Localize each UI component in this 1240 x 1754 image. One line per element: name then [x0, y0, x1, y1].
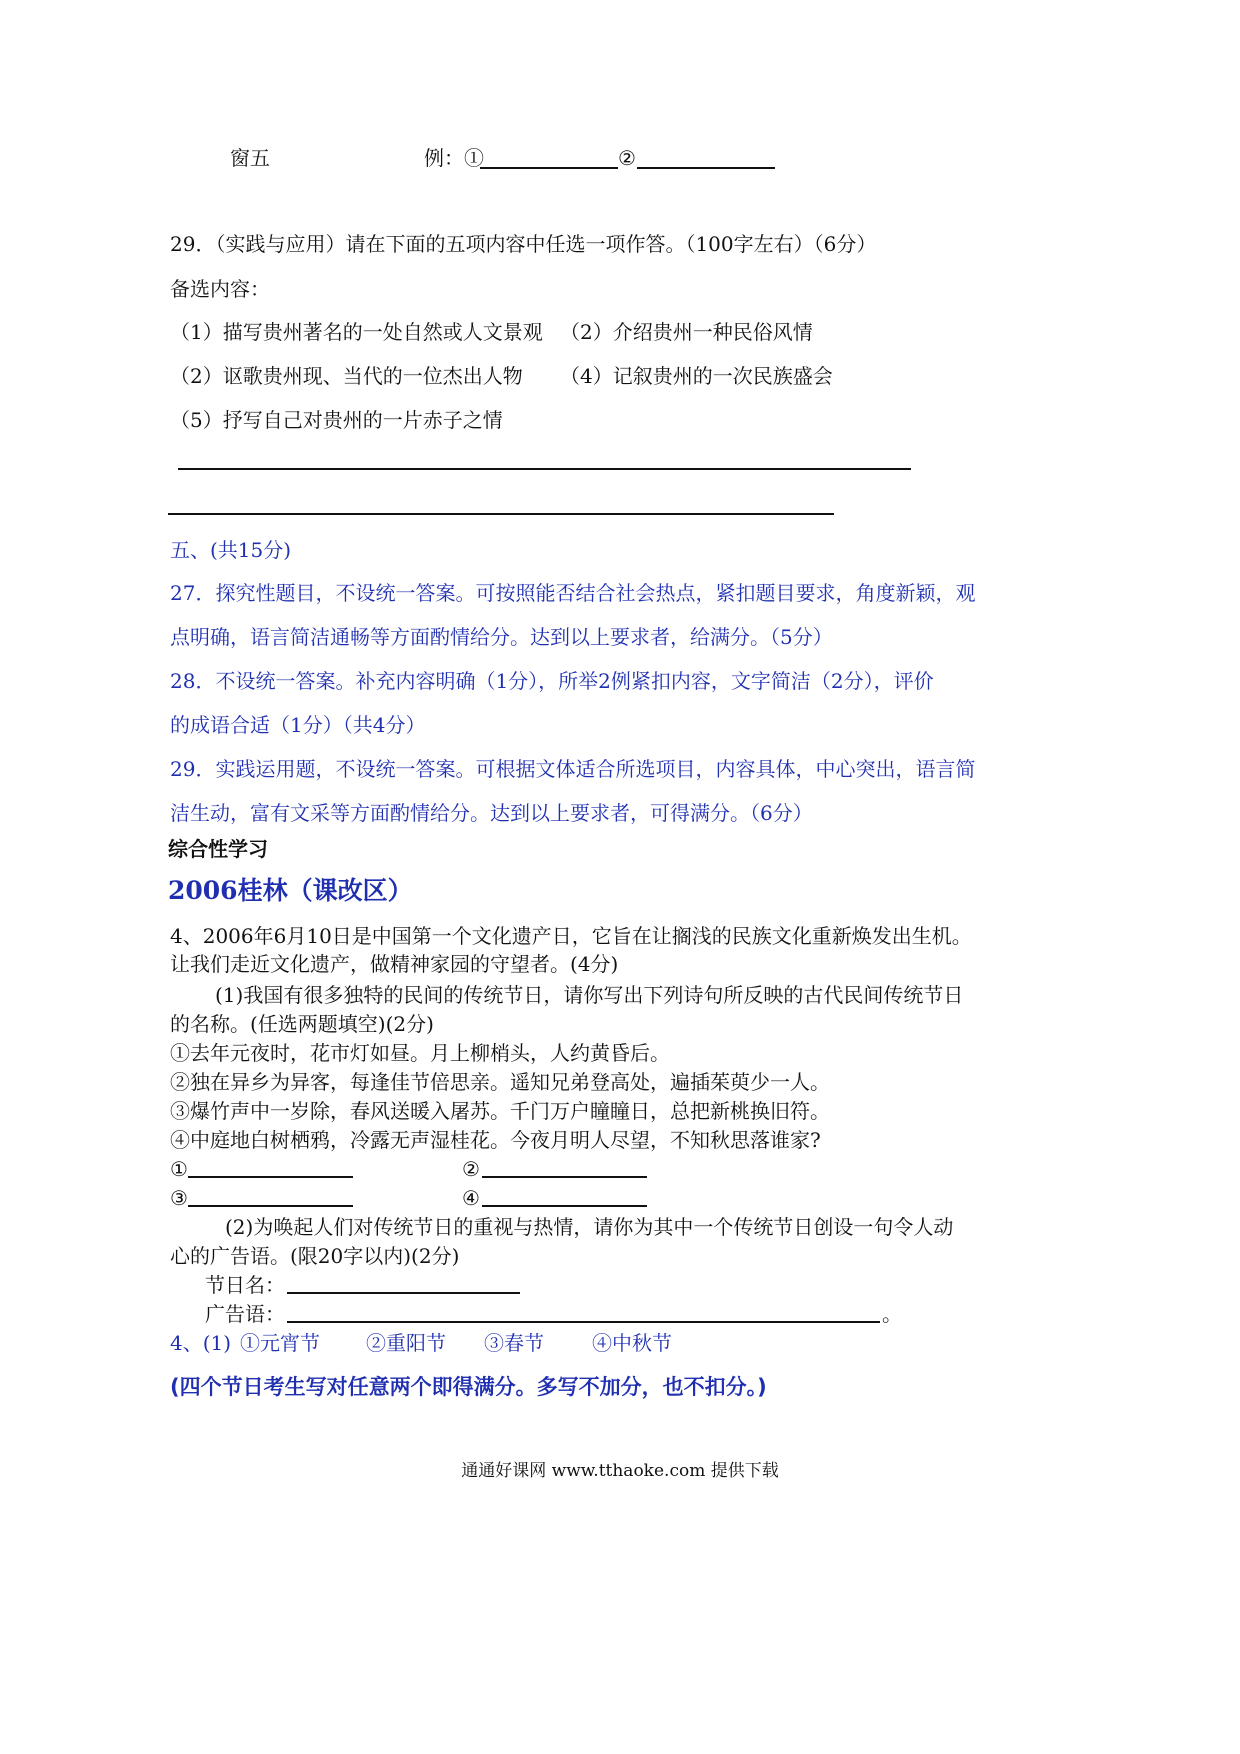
answer-blank-example-2[interactable]: [637, 167, 775, 169]
scoring-note: (四个节日考生写对任意两个即得满分。多写不加分，也不扣分。): [170, 1375, 767, 1399]
answer-29-line-1: 29．实践运用题，不设统一答案。可根据文体适合所选项目，内容具体，中心突出，语言简: [170, 757, 976, 781]
answer-27-line-2: 点明确，语言简洁通畅等方面酌情给分。达到以上要求者，给满分。（5分）: [170, 625, 833, 649]
festival-blank-2[interactable]: [482, 1176, 647, 1178]
blank-2-label: ②: [462, 1157, 480, 1181]
answer-4-item-4: ④中秋节: [592, 1331, 672, 1355]
question-4-2-line-2: 心的广告语。(限20字以内)(2分): [170, 1244, 460, 1268]
blank-3-label: ③: [170, 1186, 188, 1210]
ad-slogan-label: 广告语：: [205, 1302, 285, 1326]
answer-section-heading: 五、(共15分): [170, 538, 292, 562]
answer-4-prefix: 4、(1): [170, 1331, 232, 1355]
section-label: 综合性学习: [168, 837, 268, 861]
poem-2: ②独在异乡为异客，每逢佳节倍思亲。遥知兄弟登高处，遍插茱萸少一人。: [170, 1070, 830, 1094]
festival-blank-3[interactable]: [188, 1205, 353, 1207]
poem-3: ③爆竹声中一岁除，春风送暖入屠苏。千门万户瞳瞳日，总把新桃换旧符。: [170, 1099, 830, 1123]
question-29-title: 29．（实践与应用）请在下面的五项内容中任选一项作答。（100字左右）（6分）: [170, 232, 877, 256]
festival-name-field[interactable]: [287, 1292, 520, 1294]
poem-4: ④中庭地白树栖鸦，冷露无声湿桂花。今夜月明人尽望，不知秋思落谁家?: [170, 1128, 821, 1152]
answer-blank-example-1[interactable]: [480, 167, 618, 169]
blank-1-label: ①: [170, 1157, 188, 1181]
example-label-2: ②: [618, 146, 636, 170]
question-4-1-line-2: 的名称。(任选两题填空)(2分): [170, 1012, 434, 1036]
options-label: 备选内容：: [170, 277, 270, 301]
answer-4-item-2: ②重阳节: [366, 1331, 446, 1355]
ad-slogan-period: 。: [882, 1302, 902, 1326]
question-4-2-line-1: (2)为唤起人们对传统节日的重视与热情，请你为其中一个传统节日创设一句令人动: [225, 1215, 954, 1239]
answer-4-item-3: ③春节: [484, 1331, 544, 1355]
option-2: （2）介绍贵州一种民俗风情: [560, 320, 813, 344]
answer-27-line-1: 27．探究性题目，不设统一答案。可按照能否结合社会热点，紧扣题目要求，角度新颖，观: [170, 581, 976, 605]
ad-slogan-field[interactable]: [287, 1321, 880, 1323]
answer-29-line-2: 洁生动，富有文采等方面酌情给分。达到以上要求者，可得满分。（6分）: [170, 801, 813, 825]
option-1: （1）描写贵州著名的一处自然或人文景观: [170, 320, 543, 344]
festival-name-label: 节日名：: [205, 1273, 285, 1297]
option-3: （2）讴歌贵州现、当代的一位杰出人物: [170, 364, 523, 388]
answer-28-line-1: 28．不设统一答案。补充内容明确（1分），所举2例紧扣内容，文字简洁（2分），评价: [170, 669, 934, 693]
festival-blank-4[interactable]: [482, 1205, 647, 1207]
page-footer: 通通好课网 www.tthaoke.com 提供下载: [461, 1461, 779, 1481]
question-4-1-line-1: (1)我国有很多独特的民间的传统节日，请你写出下列诗句所反映的古代民间传统节日: [215, 983, 964, 1007]
example-label: 例：①: [424, 146, 484, 170]
answer-line-1[interactable]: [178, 468, 911, 470]
option-4: （4）记叙贵州的一次民族盛会: [560, 364, 833, 388]
poem-1: ①去年元夜时，花市灯如昼。月上柳梢头，人约黄昏后。: [170, 1041, 670, 1065]
blank-4-label: ④: [462, 1186, 480, 1210]
option-5: （5）抒写自己对贵州的一片赤子之情: [170, 408, 503, 432]
question-4-line-2: 让我们走近文化遗产，做精神家园的守望者。(4分): [170, 952, 619, 976]
answer-line-2[interactable]: [168, 513, 834, 515]
window-five-label: 窗五: [230, 146, 270, 170]
festival-blank-1[interactable]: [188, 1176, 353, 1178]
question-4-line-1: 4、2006年6月10日是中国第一个文化遗产日，它旨在让搁浅的民族文化重新焕发出生机。: [170, 924, 972, 948]
answer-28-line-2: 的成语合适（1分）（共4分）: [170, 713, 426, 737]
section-heading: 2006桂林（课改区）: [168, 876, 413, 905]
answer-4-item-1: ①元宵节: [240, 1331, 320, 1355]
